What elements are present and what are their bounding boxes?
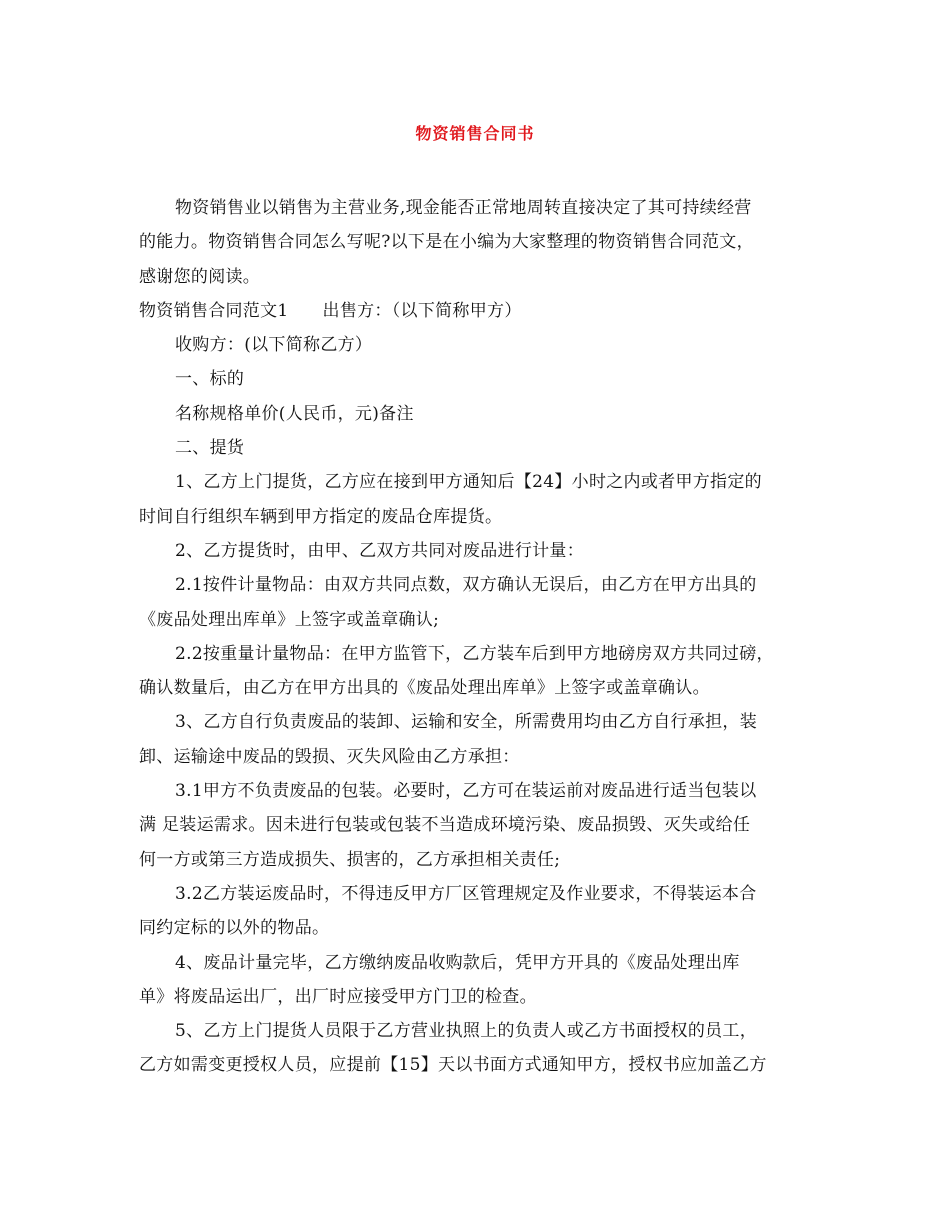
paragraph-line: 2.2按重量计量物品：在甲方监管下，乙方装车后到甲方地磅房双方共同过磅，: [175, 643, 774, 664]
paragraph-line: 何一方或第三方造成损失、损害的，乙方承担相关责任;: [139, 849, 561, 870]
seller-label: 出售方：（以下简称甲方）: [322, 300, 522, 321]
paragraph-line: 卸、运输途中废品的毁损、灭失风险由乙方承担：: [139, 746, 520, 767]
section-heading: 二、提货: [175, 438, 245, 459]
paragraph-line: 确认数量后，由乙方在甲方出具的《废品处理出库单》上签字或盖章确认。: [139, 678, 710, 699]
paragraph-line: 感谢您的阅读。: [139, 266, 261, 287]
document-title: 物资销售合同书: [415, 124, 535, 143]
paragraph-line: 4、废品计量完毕，乙方缴纳废品收购款后，凭甲方开具的《废品处理出库: [175, 952, 740, 973]
paragraph-line: 2、乙方提货时，由甲、乙双方共同对废品进行计量：: [175, 540, 585, 561]
paragraph-line: 单》将废品运出厂，出厂时应接受甲方门卫的检查。: [139, 986, 537, 1007]
paragraph-line: 的能力。物资销售合同怎么写呢?以下是在小编为大家整理的物资销售合同范文，: [139, 232, 754, 253]
paragraph-line: [139, 294, 829, 328]
paragraph-line: 乙方如需变更授权人员，应提前【15】天以书面方式通知甲方，授权书应加盖乙方: [139, 1055, 767, 1076]
paragraph-line: 3.1甲方不负责废品的包装。必要时，乙方可在装运前对废品进行适当包装以: [175, 781, 757, 802]
paragraph-line: 同约定标的以外的物品。: [139, 918, 330, 939]
paragraph-line: 名称规格单价(人民币，元)备注: [175, 403, 414, 424]
paragraph-line: 2.1按件计量物品：由双方共同点数，双方确认无误后，由乙方在甲方出具的: [175, 575, 757, 596]
paragraph-line: 时间自行组织车辆到甲方指定的废品仓库提货。: [139, 506, 503, 527]
paragraph-line: 收购方：(以下简称乙方）: [175, 335, 373, 356]
paragraph-line: 3、乙方自行负责废品的装卸、运输和安全，所需费用均由乙方自行承担，装: [175, 712, 758, 733]
paragraph-line: 满 足装运需求。因未进行包装或包装不当造成环境污染、废品损毁、灭失或给任: [139, 815, 751, 836]
paragraph-line: 1、乙方上门提货，乙方应在接到甲方通知后【24】小时之内或者甲方指定的: [175, 472, 762, 493]
section-heading: 一、标的: [175, 369, 245, 390]
paragraph-line: 物资销售业以销售为主营业务,现金能否正常地周转直接决定了其可持续经营: [175, 198, 752, 218]
sample-heading: 物资销售合同范文1: [139, 300, 289, 321]
paragraph-line: 《废品处理出库单》上签字或盖章确认;: [139, 609, 440, 630]
paragraph-line: 3.2乙方装运废品时，不得违反甲方厂区管理规定及作业要求，不得装运本合: [175, 883, 757, 904]
document-body: [139, 191, 829, 1083]
paragraph-line: 5、乙方上门提货人员限于乙方营业执照上的负责人或乙方书面授权的员工，: [175, 1021, 758, 1042]
